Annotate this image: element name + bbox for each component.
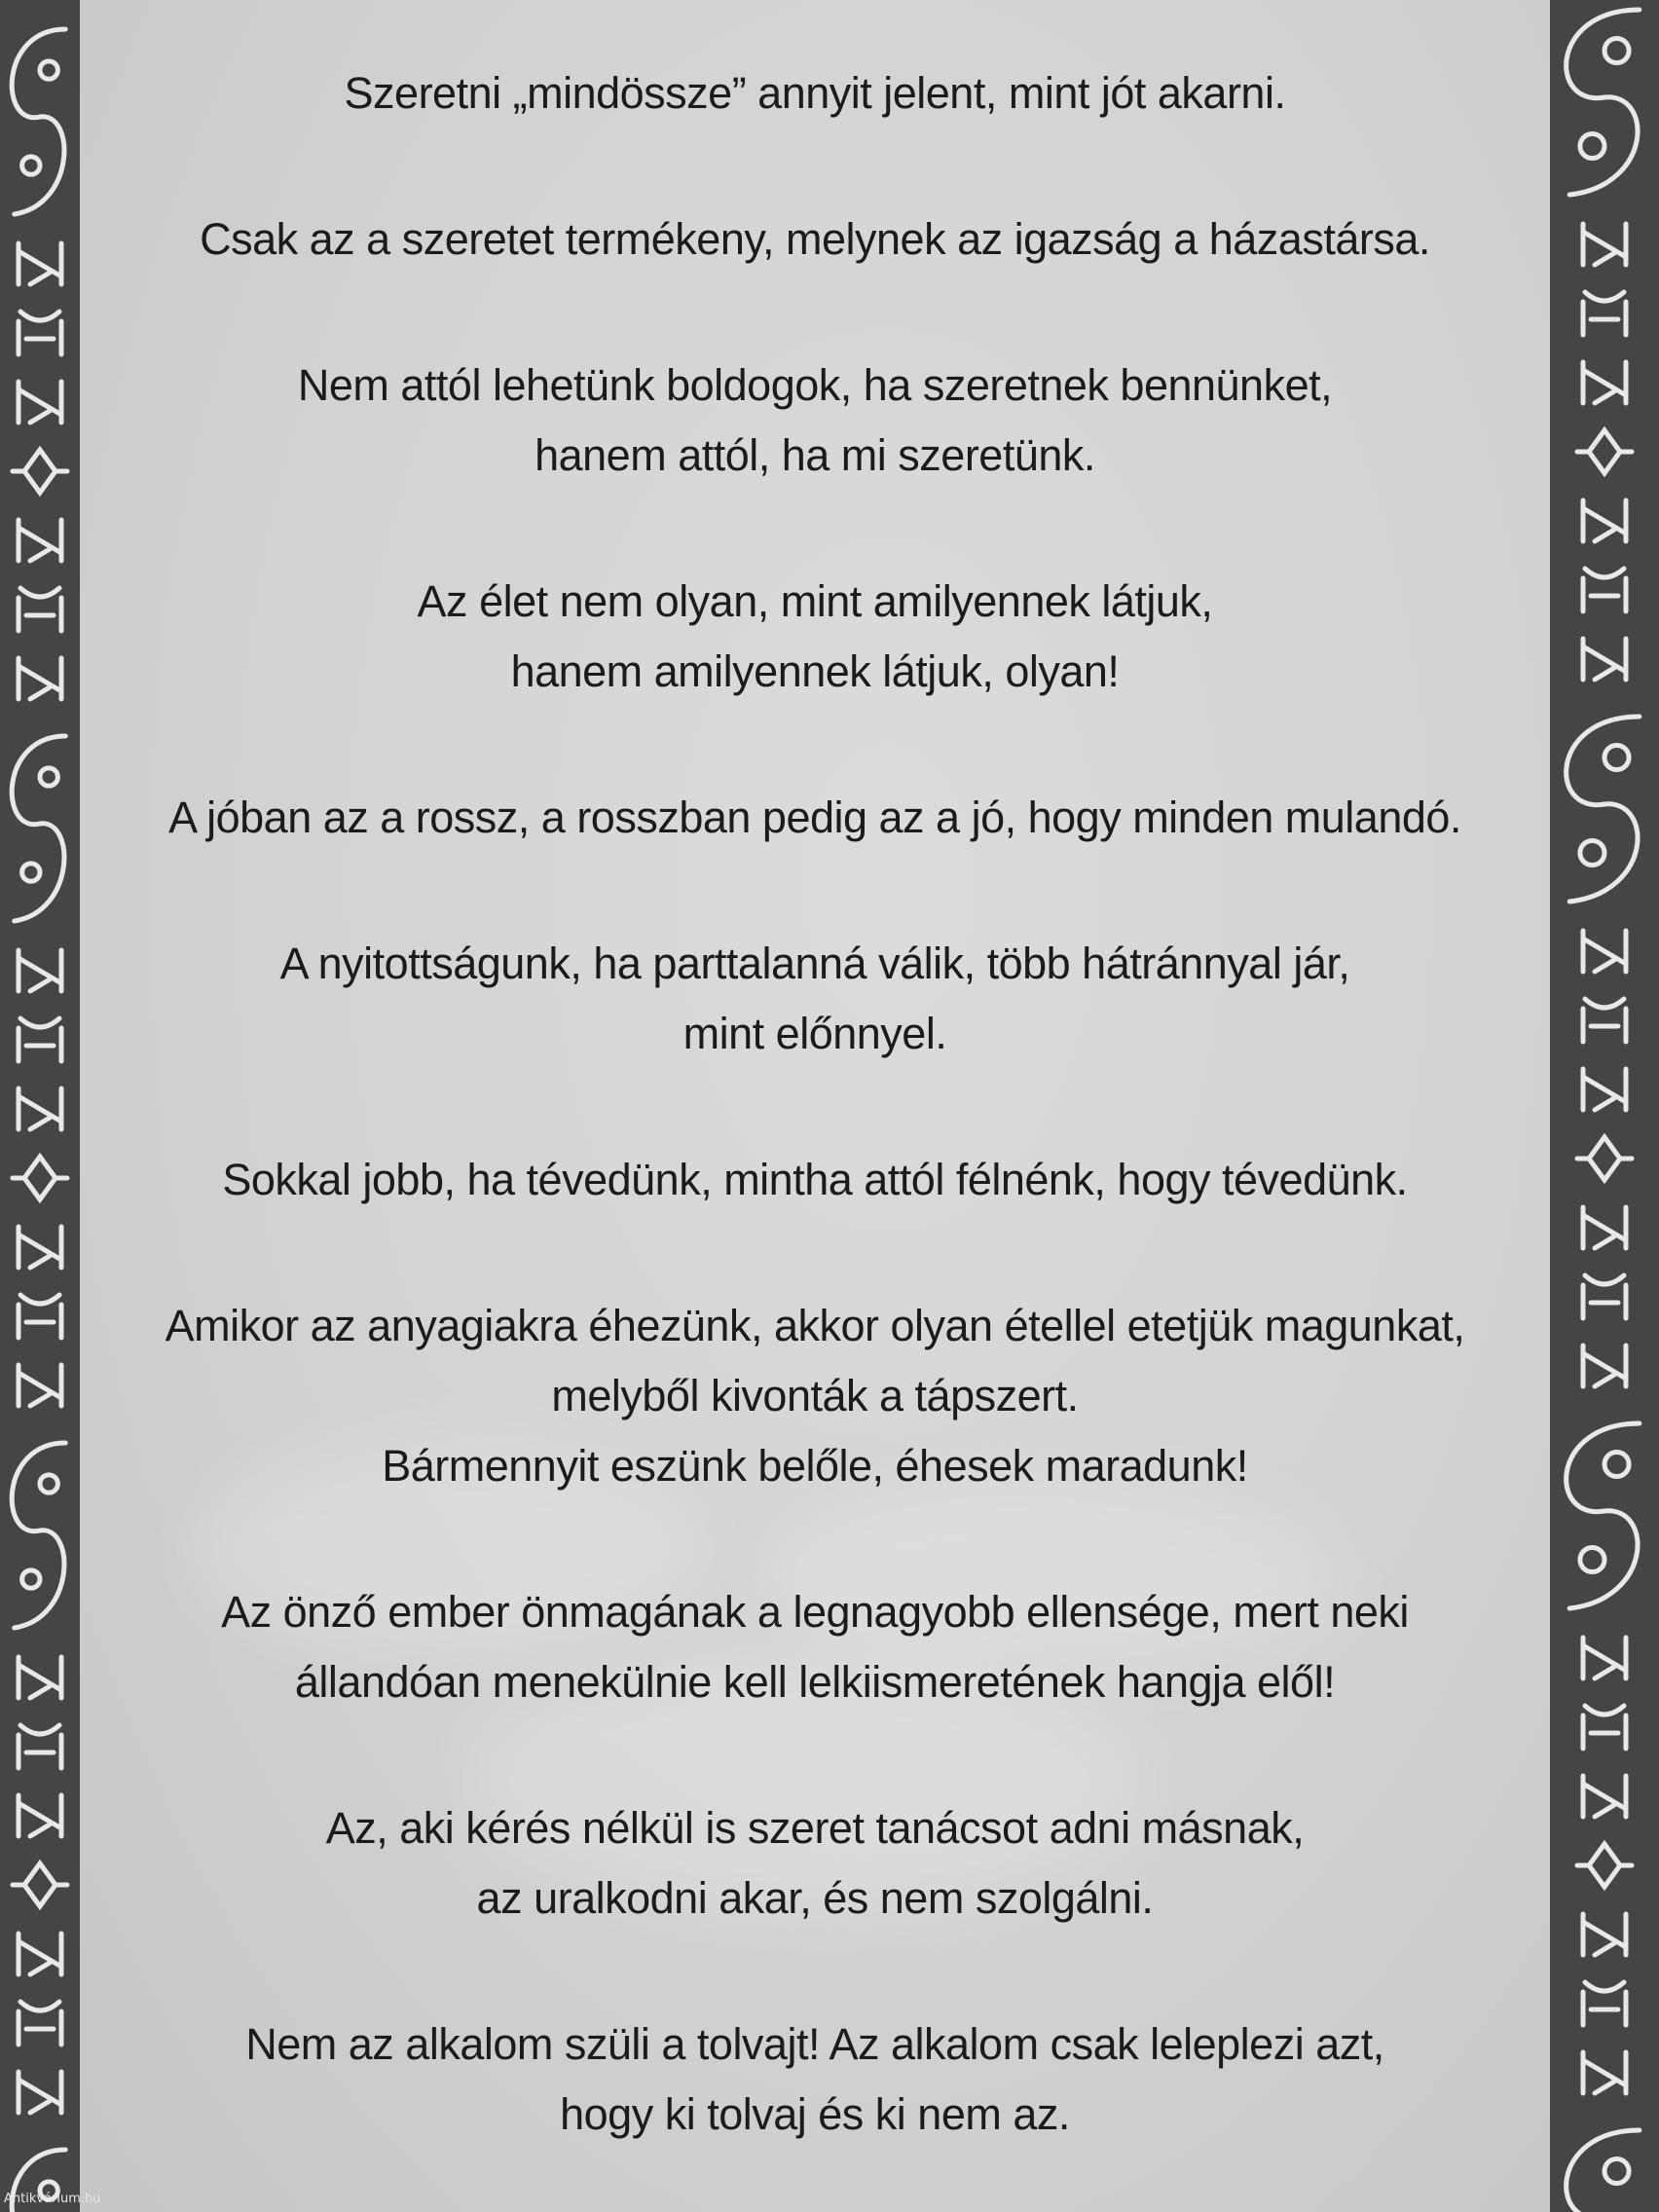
ornament-glyph-icon: [1583, 500, 1626, 541]
quote-line: Nem az alkalom szüli a tolvajt! Az alkalom csak leleplezi azt,: [245, 2019, 1384, 2069]
right-ornament-pattern: [1550, 0, 1659, 2212]
ornament-glyph-icon: [1583, 2052, 1626, 2093]
quote-paragraph: [80, 1145, 1550, 1215]
quote-paragraph: [80, 204, 1550, 275]
ornament-scroll-icon: [12, 1443, 65, 1628]
quote-paragraph: [80, 1291, 1550, 1501]
ornament-glyph-icon: [18, 1365, 61, 1406]
ornament-knot-icon: [1583, 999, 1626, 1042]
quote-paragraph: [80, 1793, 1550, 1934]
ornament-knot-icon: [18, 1018, 61, 1061]
ornament-knot-icon: [18, 1295, 61, 1338]
ornament-glyph-icon: [18, 950, 61, 991]
quote-line: hanem attól, ha mi szeretünk.: [535, 430, 1095, 480]
ornament-glyph-icon: [18, 243, 61, 284]
ornament-glyph-icon: [1583, 1776, 1626, 1817]
quote-line: Bármennyit eszünk belőle, éhesek maradunk!: [382, 1441, 1248, 1491]
quote-line: Nem attól lehetünk boldogok, ha szeretnek bennünket,: [297, 360, 1333, 410]
quote-line: hogy ki tolvaj és ki nem az.: [560, 2089, 1070, 2139]
ornament-glyph-icon: [18, 1934, 61, 1974]
quote-paragraph: [80, 350, 1550, 491]
ornament-diamond-icon: [1577, 1137, 1632, 1180]
ornament-knot-icon: [18, 2002, 61, 2045]
quote-line: Az élet nem olyan, mint amilyennek látjuk,: [417, 576, 1213, 626]
ornament-knot-icon: [18, 588, 61, 631]
quote-list: [80, 58, 1550, 2212]
quotes-panel: [80, 0, 1550, 2212]
ornament-scroll-icon: [12, 29, 65, 214]
ornament-glyph-icon: [1583, 362, 1626, 403]
ornament-glyph-icon: [18, 1227, 61, 1268]
ornament-scroll-icon: [12, 736, 65, 921]
ornament-glyph-icon: [1583, 639, 1626, 680]
quote-line: mint előnnyel.: [682, 1009, 947, 1058]
quote-line: Szeretni „mindössze” annyit jelent, mint jót akarni.: [344, 68, 1286, 118]
left-ornament-pattern: [0, 0, 80, 2212]
quote-paragraph: [80, 58, 1550, 129]
ornament-glyph-icon: [1583, 224, 1626, 265]
quote-paragraph: [80, 929, 1550, 1069]
ornament-glyph-icon: [18, 520, 61, 561]
quote-line: Amikor az anyagiakra éhezünk, akkor olyan étellel etetjük magunkat,: [165, 1301, 1465, 1350]
quote-line: az uralkodni akar, és nem szolgálni.: [476, 1873, 1154, 1923]
watermark-text: Antikvárium.hu: [4, 2192, 101, 2206]
ornament-knot-icon: [18, 312, 61, 354]
quote-line: A nyitottságunk, ha parttalanná válik, több hátránnyal jár,: [279, 939, 1350, 988]
ornament-knot-icon: [18, 1725, 61, 1768]
ornament-glyph-icon: [18, 1795, 61, 1836]
ornament-diamond-icon: [1577, 1844, 1632, 1887]
ornament-scroll-icon: [1567, 1423, 1640, 1608]
ornament-glyph-icon: [1583, 1346, 1626, 1386]
left-ornamental-border: [0, 0, 80, 2212]
ornament-glyph-icon: [18, 1088, 61, 1129]
ornament-scroll-icon: [1567, 10, 1640, 195]
ornament-knot-icon: [1583, 292, 1626, 335]
quote-paragraph: [80, 783, 1550, 853]
ornament-glyph-icon: [1583, 931, 1626, 972]
ornament-scroll-icon: [1567, 2130, 1640, 2212]
ornament-knot-icon: [1583, 1706, 1626, 1749]
quote-paragraph: [80, 2009, 1550, 2150]
quote-paragraph: [80, 567, 1550, 707]
ornament-diamond-icon: [13, 1863, 67, 1906]
ornament-glyph-icon: [1583, 1638, 1626, 1678]
ornament-glyph-icon: [18, 658, 61, 699]
quote-line: állandóan menekülnie kell lelkiismeretének hangja elől!: [294, 1657, 1336, 1707]
ornament-knot-icon: [1583, 1982, 1626, 2025]
ornament-knot-icon: [1583, 1275, 1626, 1318]
ornament-glyph-icon: [18, 382, 61, 423]
ornament-diamond-icon: [13, 450, 67, 493]
ornament-scroll-icon: [1567, 717, 1640, 902]
quote-line: A jóban az a rossz, a rosszban pedig az a jó, hogy minden mulandó.: [168, 793, 1461, 842]
quote-paragraph: [80, 1577, 1550, 1717]
ornament-diamond-icon: [13, 1157, 67, 1199]
quote-line: melyből kivonták a tápszert.: [551, 1371, 1079, 1420]
right-ornamental-border: [1550, 0, 1659, 2212]
ornament-glyph-icon: [1583, 1207, 1626, 1248]
ornament-glyph-icon: [18, 2072, 61, 2113]
quote-line: Csak az a szeretet termékeny, melynek az igazság a házastársa.: [200, 214, 1430, 264]
quote-line: hanem amilyennek látjuk, olyan!: [510, 646, 1120, 696]
quote-line: Sokkal jobb, ha tévedünk, mintha attól félnénk, hogy tévedünk.: [222, 1155, 1408, 1204]
ornament-glyph-icon: [1583, 1914, 1626, 1955]
quote-line: Az önző ember önmagának a legnagyobb ellensége, mert neki: [221, 1587, 1409, 1637]
ornament-glyph-icon: [1583, 1069, 1626, 1110]
ornament-knot-icon: [1583, 569, 1626, 611]
ornament-diamond-icon: [1577, 430, 1632, 473]
quote-line: Az, aki kérés nélkül is szeret tanácsot adni másnak,: [325, 1803, 1305, 1853]
ornament-glyph-icon: [18, 1657, 61, 1698]
